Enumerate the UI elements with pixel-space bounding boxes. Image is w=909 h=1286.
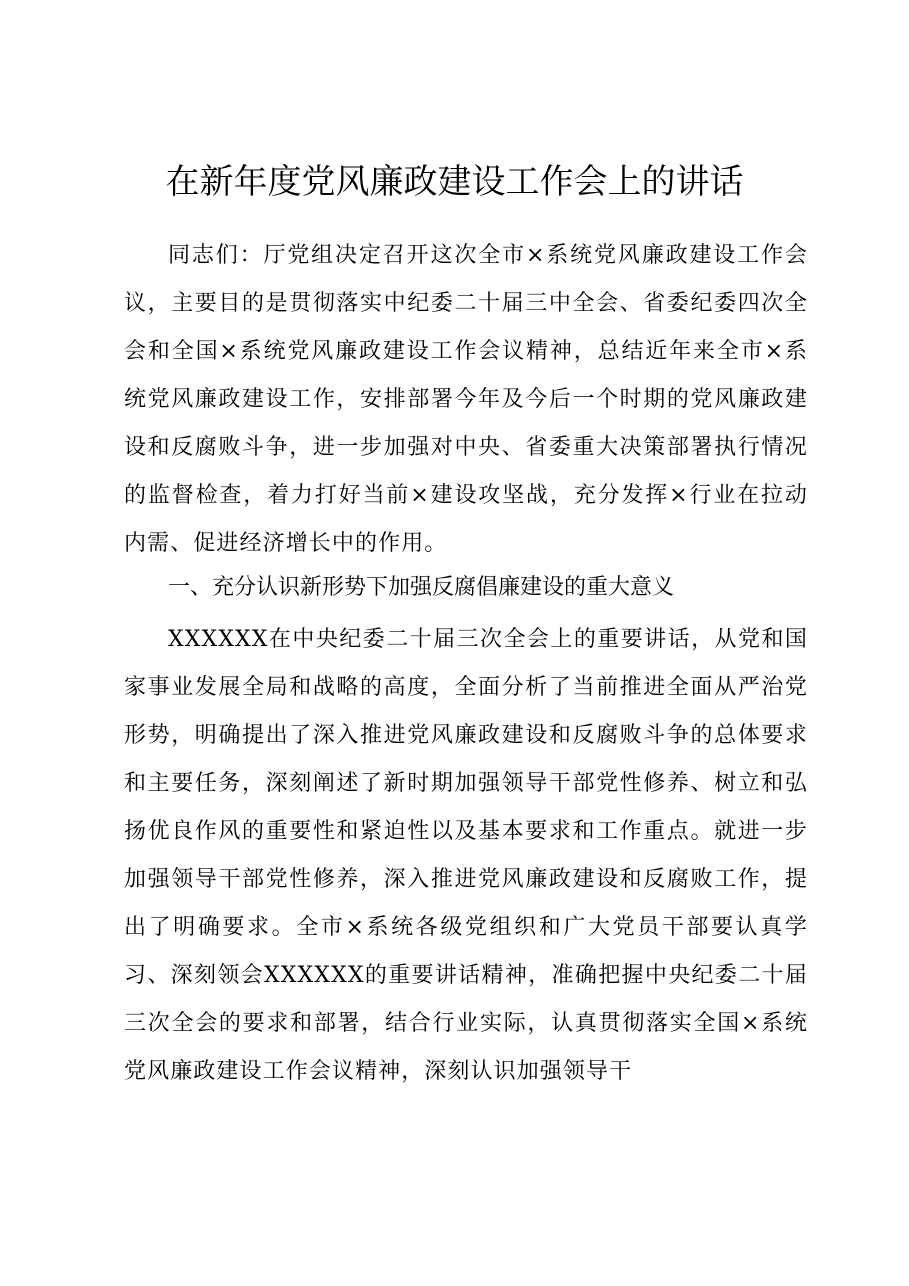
paragraph-opening: 同志们：厅党组决定召开这次全市×系统党风廉政建设工作会议，主要目的是贯彻落实中纪委二十届三中全会、省委纪委四次全会和全国×系统党风廉政建设工作会议精神，总结近年来全市×系统党风廉政建设工作，安排部署今年及今后一个时期的党风廉政建设和反腐败斗争，进一步加强对中央、省委重大决策部署执行情况的监督检查，着力打好当前×建设攻坚战，充分发挥×行业在拉动内需、促进经济增长中的作用。 — [124, 243, 808, 556]
paragraph-section-1: XXXXXX在中央纪委二十届三次全会上的重要讲话，从党和国家事业发展全局和战略的高度，全面分析了当前推进全面从严治党形势，明确提出了深入推进党风廉政建设和反腐败斗争的总体要求和主要任务，深刻阐述了新时期加强领导干部党性修养、树立和弘扬优良作风的重要性和紧迫性以及基本要求和工作重点。就进一步加强领导干部党性修养，深入推进党风廉政建设和反腐败工作，提出了明确要求。全市×系统各级党组织和广大党员干部要认真学习、深刻领会XXXXXX的重要讲话精神，准确把握中央纪委二十届三次全会的要求和部署，结合行业实际，认真贯彻落实全国×系统党风廉政建设工作会议精神，深刻认识加强领导干 — [124, 627, 808, 1084]
section-heading-1: 一、充分认识新形势下加强反腐倡廉建设的重大意义 — [168, 575, 675, 600]
document-title: 在新年度党风廉政建设工作会上的讲话 — [165, 162, 744, 202]
